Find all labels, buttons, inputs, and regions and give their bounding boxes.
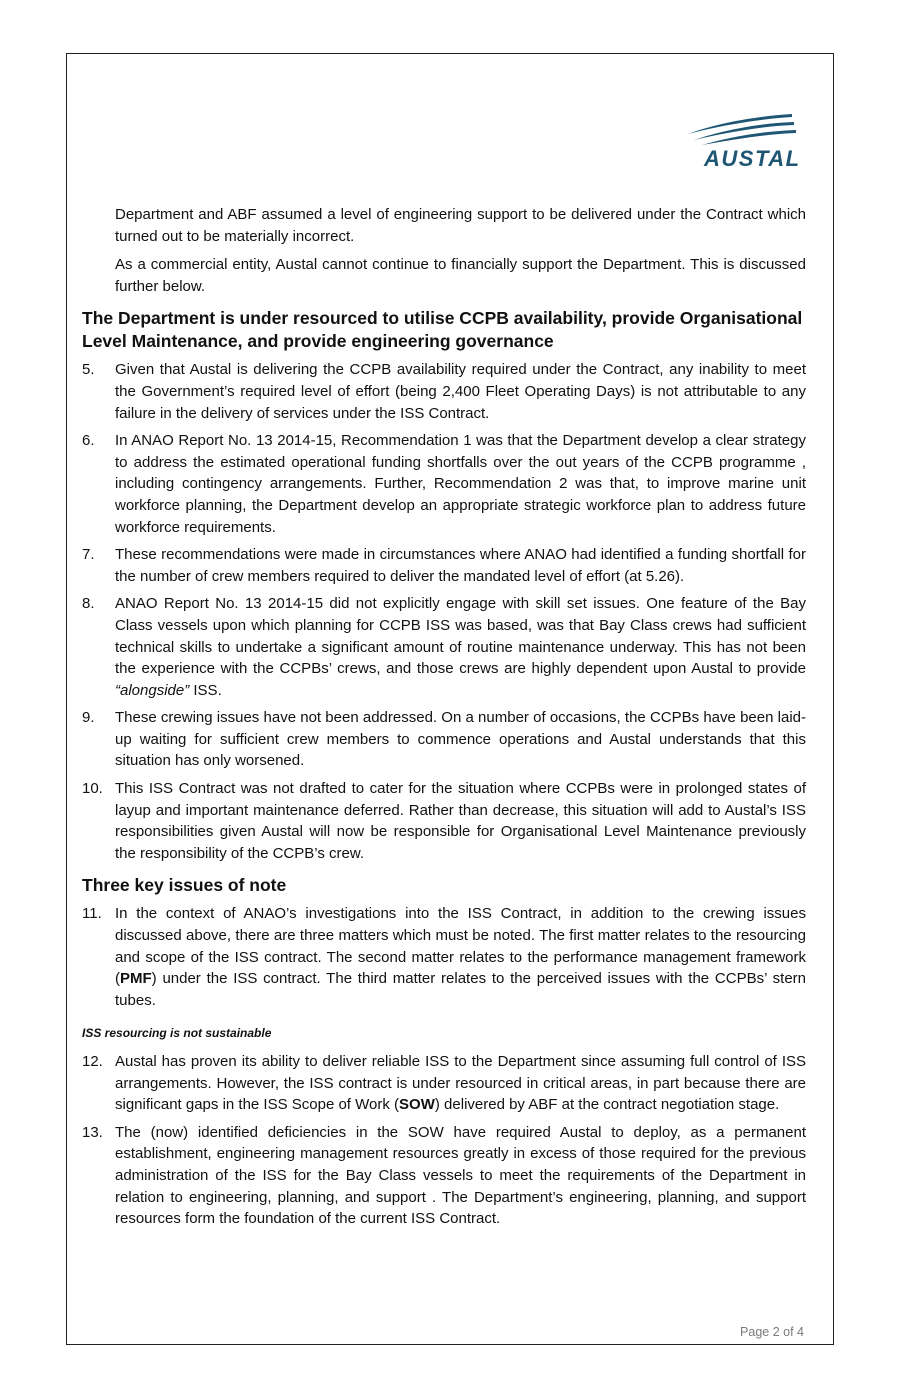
list-item <box>82 707 806 772</box>
item-text-part: ISS. <box>189 681 222 699</box>
item-text <box>115 593 806 701</box>
intro-paragraph: Department and ABF assumed a level of engineering support to be delivered under the Contract which turned out to be materially incorrect. <box>115 206 806 245</box>
item-text: In ANAO Report No. 13 2014-15, Recommendation 1 was that the Department develop a clear strategy to address the estimated operational funding shortfalls over the out years of the CCPB programme , including contingency arrangements. Further, Recommendation 2 was that, to improve marine unit workforce planning, the Department develop an appropriate strategic workforce plan to address future workforce requirements. <box>115 432 806 536</box>
item-number: 9. <box>82 709 95 727</box>
item-text: These crewing issues have not been addressed. On a number of occasions, the CCPBs have been laid-up waiting for sufficient crew members to commence operations and Austal understands that this situation has only worsened. <box>115 709 806 770</box>
svg-text:AUSTAL: AUSTAL <box>704 146 801 171</box>
item-text-bold: SOW <box>399 1096 435 1114</box>
item-text: Given that Austal is delivering the CCPB availability required under the Contract, any inability to meet the Government’s required level of effort (being 2,400 Fleet Operating Days) is not attributable to any failure in the delivery of services under the ISS Contract. <box>115 361 806 422</box>
item-text-part: ) delivered by ABF at the contract negotiation stage. <box>434 1096 780 1114</box>
list-item <box>82 778 806 864</box>
document-body <box>82 204 806 1236</box>
item-number: 12. <box>82 1053 103 1070</box>
intro-paragraph: As a commercial entity, Austal cannot continue to financially support the Department. This is discussed further below. <box>115 256 806 295</box>
item-text-part: ANAO Report No. 13 2014-15 did not explicitly engage with skill set issues. One feature of the Bay Class vessels upon which planning for CCPB ISS was based, was that Bay Class crews had sufficient technical skills to undertake a significant amount of routine maintenance underway. This has not been the experience with the CCPBs’ crews, and those crews are highly dependent upon Austal to provide <box>115 595 806 678</box>
list-item <box>82 544 806 587</box>
list-item <box>82 903 806 1011</box>
item-text: The (now) identified deficiencies in the SOW have required Austal to deploy, as a permanent establishment, engineering management resources greatly in excess of those required for the previous administration of the ISS for the Bay Class vessels to meet the requirements of the Department in relation to engineering, planning, and support . The Department’s engineering, planning, and support resources form the foundation of the current ISS Contract. <box>115 1123 806 1228</box>
list-item <box>82 430 806 538</box>
item-text: This ISS Contract was not drafted to cater for the situation where CCPBs were in prolonged states of layup and important maintenance deferred. Rather than decrease, this situation will add to Austal’s ISS responsibilities given Austal will now be responsible for Organisational Level Maintenance previously the responsibility of the CCPB’s crew. <box>115 780 806 862</box>
item-text-bold: PMF <box>120 970 152 988</box>
austal-logo <box>680 108 810 172</box>
item-number: 6. <box>82 432 95 450</box>
item-text <box>115 1051 806 1116</box>
item-text-part: ) under the ISS contract. The third matter relates to the perceived issues with the CCPBs’ stern tubes. <box>115 970 806 1009</box>
list-item <box>82 1122 806 1230</box>
page-number: Page 2 of 4 <box>740 1325 804 1339</box>
item-number: 8. <box>82 595 95 613</box>
list-item <box>82 1051 806 1116</box>
list-item <box>82 593 806 701</box>
item-number: 5. <box>82 361 95 379</box>
section-heading: The Department is under resourced to utilise CCPB availability, provide Organisational Level Maintenance, and provide engineering governance <box>82 308 803 352</box>
item-number: 7. <box>82 546 95 564</box>
item-text-part: Austal has proven its ability to deliver reliable ISS to the Department since assuming full control of ISS arrangements. However, the ISS contract is under resourced in critical areas, in part because there are significant gaps in the ISS Scope of Work ( <box>115 1053 806 1114</box>
item-text <box>115 903 806 1011</box>
austal-logo-icon <box>680 108 810 172</box>
item-text-italic: “alongside” <box>115 681 190 699</box>
item-number: 13. <box>82 1123 103 1141</box>
item-number: 11. <box>82 905 102 923</box>
list-item <box>82 359 806 424</box>
item-number: 10. <box>82 780 103 798</box>
item-text: These recommendations were made in circumstances where ANAO had identified a funding shortfall for the number of crew members required to deliver the mandated level of effort (at 5.26). <box>115 546 806 585</box>
sub-heading: ISS resourcing is not sustainable <box>82 1026 272 1041</box>
item-text-part: In the context of ANAO’s investigations into the ISS Contract, in addition to the crewing issues discussed above, there are three matters which must be noted. The first matter relates to the resourcing and scope of the ISS contract. The second matter relates to the performance management framework ( <box>115 905 806 988</box>
section-heading: Three key issues of note <box>82 875 287 896</box>
